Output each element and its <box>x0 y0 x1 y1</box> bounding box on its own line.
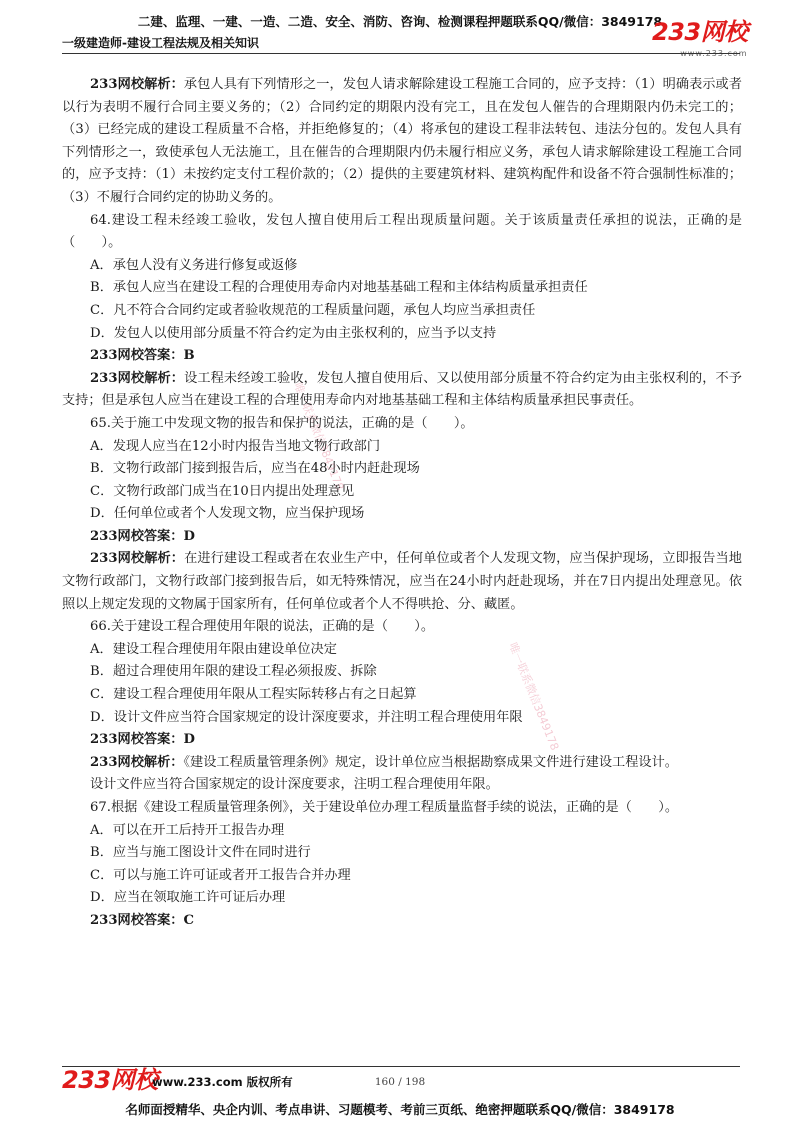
question-stem: 65.关于施工中发现文物的报告和保护的说法，正确的是（ ）。 <box>90 415 474 431</box>
question-option: A．发现人应当在12小时内报告当地文物行政部门 <box>90 438 381 454</box>
question-stem: 64.建设工程未经竣工验收，发包人擅自使用后工程出现质量问题。关于该质量责任承担的说法，正确的是（ ）。 <box>62 212 742 251</box>
footer-promo: 名师面授精华、央企内训、考点串讲、习题模考、考前三页纸、绝密押题联系QQ/微信：3849178 <box>125 1102 675 1117</box>
question-stem: 67.根据《建设工程质量管理条例》，关于建设单位办理工程质量监督手续的说法，正确的是（ ）。 <box>90 800 679 815</box>
answer-line <box>62 910 742 933</box>
answer-label: 233网校答案： <box>90 348 184 364</box>
header-promo: 二建、监理、一建、一造、二造、安全、消防、咨询、检测课程押题联系QQ/微信：3849178 <box>137 14 663 29</box>
analysis-label: 233网校解析： <box>90 551 185 567</box>
question-option: D．应当在领取施工许可证后办理 <box>90 890 286 906</box>
question-option: B．超过合理使用年限的建设工程必须报废、拆除 <box>90 664 377 680</box>
question-option: A．承包人没有义务进行修复或返修 <box>90 257 298 273</box>
analysis-text: 《建设工程质量管理条例》规定，设计单位应当根据勘察成果文件进行建设工程设计。 <box>183 754 678 770</box>
question-stem: 66.关于建设工程合理使用年限的说法，正确的是（ ）。 <box>90 619 435 635</box>
watermark: 唯一联系微信3849178 <box>291 380 347 493</box>
document-subtitle: 一级建造师-建设工程法规及相关知识 <box>62 36 259 50</box>
question-option: D．任何单位或者个人发现文物，应当保护现场 <box>90 506 365 522</box>
analysis-text: 设工程未经竣工验收，发包人擅自使用后、又以使用部分质量不符合约定为由主张权利的，不予支持；但是承包人应当在建设工程的合理使用寿命内对地基基础工程和主体结构质量承担民事责任。 <box>62 370 742 409</box>
question-option: C．建设工程合理使用年限从工程实际转移占有之日起算 <box>90 687 417 703</box>
analysis-label: 233网校解析： <box>90 754 184 770</box>
watermark: 唯一联系微信3849178 <box>506 640 562 753</box>
question-option: B．承包人应当在建设工程的合理使用寿命内对地基基础工程和主体结构质量承担责任 <box>90 280 588 296</box>
logo-text: 233网校 <box>62 1066 158 1094</box>
answer-value: B <box>183 348 195 364</box>
analysis-text: 承包人具有下列情形之一，发包人请求解除建设工程施工合同的，应予支持：（1）明确表示或者以行为表明不履行合同主要义务的；（2）合同约定的期限内没有完工，且在发包人催告的合理期限内仍未完工的；（3）已经完成的建设工程质量不合格，并拒绝修复的；（4）将承包的建设工程非法转包、违法分包的。发包人具有下列情形之一，致使承包人无法施工，且在催告的合理期限内仍未履行相应义务，承包人请求解除建设工程施工合同的，应予支持：（1）未按约定支付工程价款的；（2）提供的主要建筑材料、建筑构配件和设备不符合强制性标准的；（3）不履行合同约定的协助义务的。 <box>62 77 742 205</box>
logo-url: www.233.com <box>680 49 748 58</box>
question-option: C．凡不符合合同约定或者验收规范的工程质量问题，承包人均应当承担责任 <box>90 302 536 318</box>
analysis-paragraph <box>62 752 742 775</box>
question-option: C．可以与施工许可证或者开工报告合并办理 <box>90 867 351 883</box>
analysis-continuation: 设计文件应当符合国家规定的设计深度要求，注明工程合理使用年限。 <box>90 777 499 793</box>
footer-copyright: www.233.com 版权所有 <box>152 1075 293 1089</box>
analysis-paragraph <box>62 74 742 210</box>
analysis-text: 在进行建设工程或者在农业生产中，任何单位或者个人发现文物，应当保护现场，立即报告当地文物行政部门，文物行政部门接到报告后，如无特殊情况，应当在24小时内赶赴现场，并在7日内提出处理意见。依照以上规定发现的文物属于国家所有，任何单位或者个人不得哄抢、分、藏匿。 <box>62 551 742 612</box>
analysis-label: 233网校解析： <box>90 77 184 92</box>
answer-label: 233网校答案： <box>90 912 184 928</box>
page-number: 160 / 198 <box>374 1076 426 1088</box>
footer-divider <box>62 1066 740 1067</box>
brand-logo-top <box>652 20 748 66</box>
answer-line <box>62 345 742 368</box>
answer-line <box>62 526 742 549</box>
answer-label: 233网校答案： <box>90 528 184 544</box>
answer-line <box>62 729 742 752</box>
answer-value: D <box>183 528 195 544</box>
analysis-paragraph <box>62 368 742 413</box>
question-option: B．应当与施工图设计文件在同时进行 <box>90 845 311 861</box>
question-option: A．可以在开工后持开工报告办理 <box>90 822 285 838</box>
question-option: D．设计文件应当符合国家规定的设计深度要求，并注明工程合理使用年限 <box>90 709 523 725</box>
question-option: D．发包人以使用部分质量不符合约定为由主张权利的，应当予以支持 <box>90 325 497 341</box>
question-option: A．建设工程合理使用年限由建设单位决定 <box>90 641 337 657</box>
analysis-paragraph <box>62 548 742 616</box>
question-option: C．文物行政部门成当在10日内提出处理意见 <box>90 483 355 499</box>
answer-label: 233网校答案： <box>90 732 184 748</box>
logo-text: 233网校 <box>652 18 748 46</box>
answer-value: C <box>183 912 194 928</box>
document-body <box>62 74 742 933</box>
header-divider <box>62 53 740 54</box>
analysis-label: 233网校解析： <box>90 370 185 386</box>
question-option: B．文物行政部门接到报告后，应当在48小时内赶赴现场 <box>90 461 420 477</box>
answer-value: D <box>183 732 195 748</box>
